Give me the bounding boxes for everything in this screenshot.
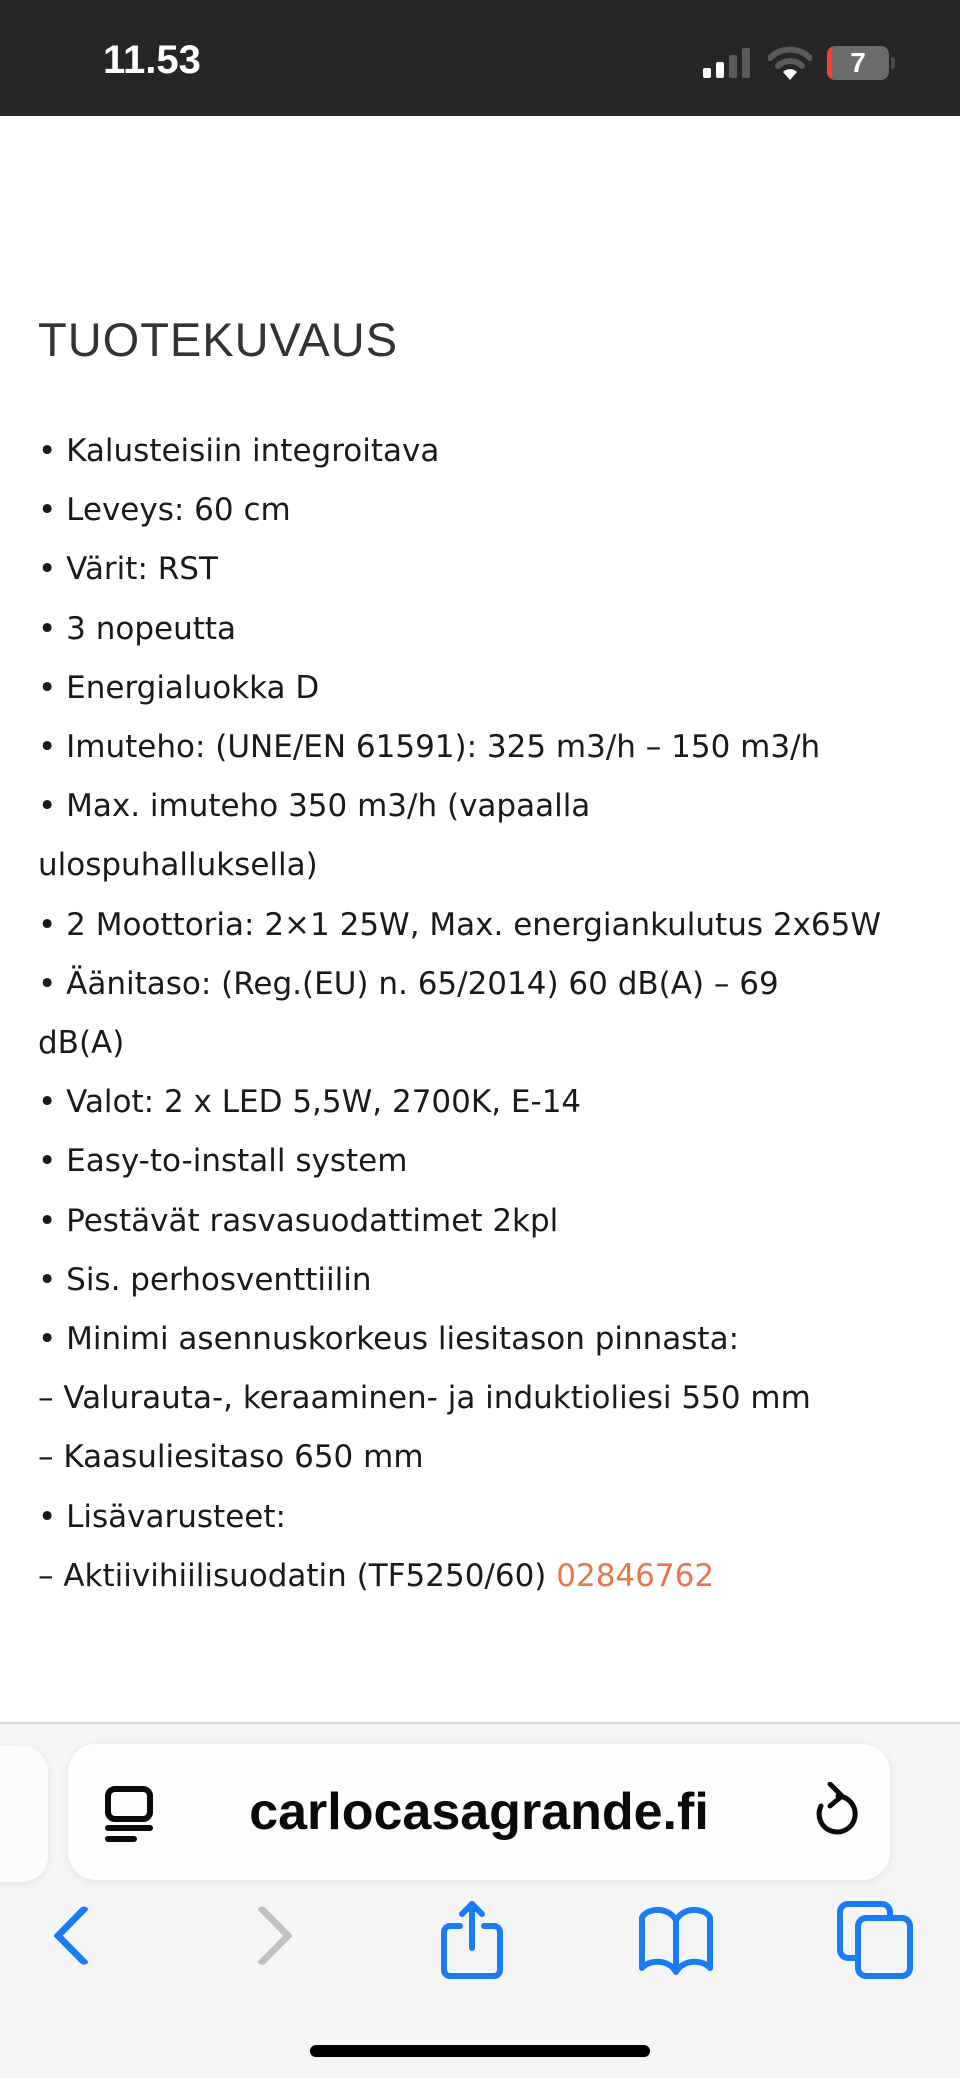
forward-chevron-icon[interactable]	[254, 1900, 298, 1980]
reload-icon[interactable]	[808, 1782, 858, 1842]
spec-item: • Värit: RST	[38, 551, 218, 588]
spec-item: • Valot: 2 x LED 5,5W, 2700K, E-14	[38, 1084, 582, 1121]
status-bar	[0, 0, 960, 116]
spec-item: – Valurauta-, keraaminen- ja induktioliesi 550 mm	[38, 1380, 811, 1417]
tabs-icon[interactable]	[836, 1900, 916, 1980]
spec-item: dB(A)	[38, 1025, 125, 1062]
spec-item: • Easy-to-install system	[38, 1143, 408, 1180]
spec-item: • Leveys: 60 cm	[38, 492, 291, 529]
section-title: TUOTEKUVAUS	[38, 313, 399, 366]
spec-item-accessory	[38, 1547, 938, 1606]
signal-icon	[703, 48, 751, 78]
spec-item: • 2 Moottoria: 2×1 25W, Max. energiankulutus 2x65W	[38, 906, 882, 943]
spec-item: – Kaasuliesitaso 650 mm	[38, 1439, 424, 1476]
spec-list	[38, 422, 938, 1606]
bookmarks-icon[interactable]	[636, 1900, 716, 1980]
spec-item: • Pestävät rasvasuodattimet 2kpl	[38, 1202, 559, 1239]
product-code-link[interactable]: 02846762	[556, 1557, 715, 1594]
spec-item: • Lisävarusteet:	[38, 1498, 286, 1535]
spec-item: ulospuhalluksella)	[38, 847, 318, 884]
status-time: 11.53	[103, 38, 201, 82]
previous-tab-preview[interactable]	[0, 1746, 48, 1882]
spec-item: • Minimi asennuskorkeus liesitason pinnasta:	[38, 1321, 740, 1358]
spec-item: • 3 nopeutta	[38, 610, 237, 647]
wifi-icon	[768, 46, 812, 80]
home-indicator[interactable]	[310, 2045, 650, 2057]
share-icon[interactable]	[440, 1900, 504, 1980]
spec-item: • Max. imuteho 350 m3/h (vapaalla	[38, 788, 591, 825]
accessory-label: – Aktiivihiilisuodatin (TF5250/60)	[38, 1557, 557, 1594]
spec-item: • Imuteho: (UNE/EN 61591): 325 m3/h – 150 m3/h	[38, 729, 821, 766]
address-bar[interactable]	[68, 1744, 890, 1880]
spec-item: • Kalusteisiin integroitava	[38, 433, 440, 469]
url-text[interactable]: carlocasagrande.fi	[249, 1783, 709, 1841]
spec-item: • Äänitaso: (Reg.(EU) n. 65/2014) 60 dB(A) – 69	[38, 965, 779, 1002]
battery-icon	[827, 46, 889, 80]
spec-item: • Sis. perhosventtiilin	[38, 1261, 372, 1298]
battery-level: 7	[850, 47, 866, 78]
battery-cap	[891, 57, 895, 69]
product-description	[38, 310, 938, 1606]
spec-item: • Energialuokka D	[38, 669, 320, 706]
back-chevron-icon[interactable]	[48, 1900, 92, 1980]
